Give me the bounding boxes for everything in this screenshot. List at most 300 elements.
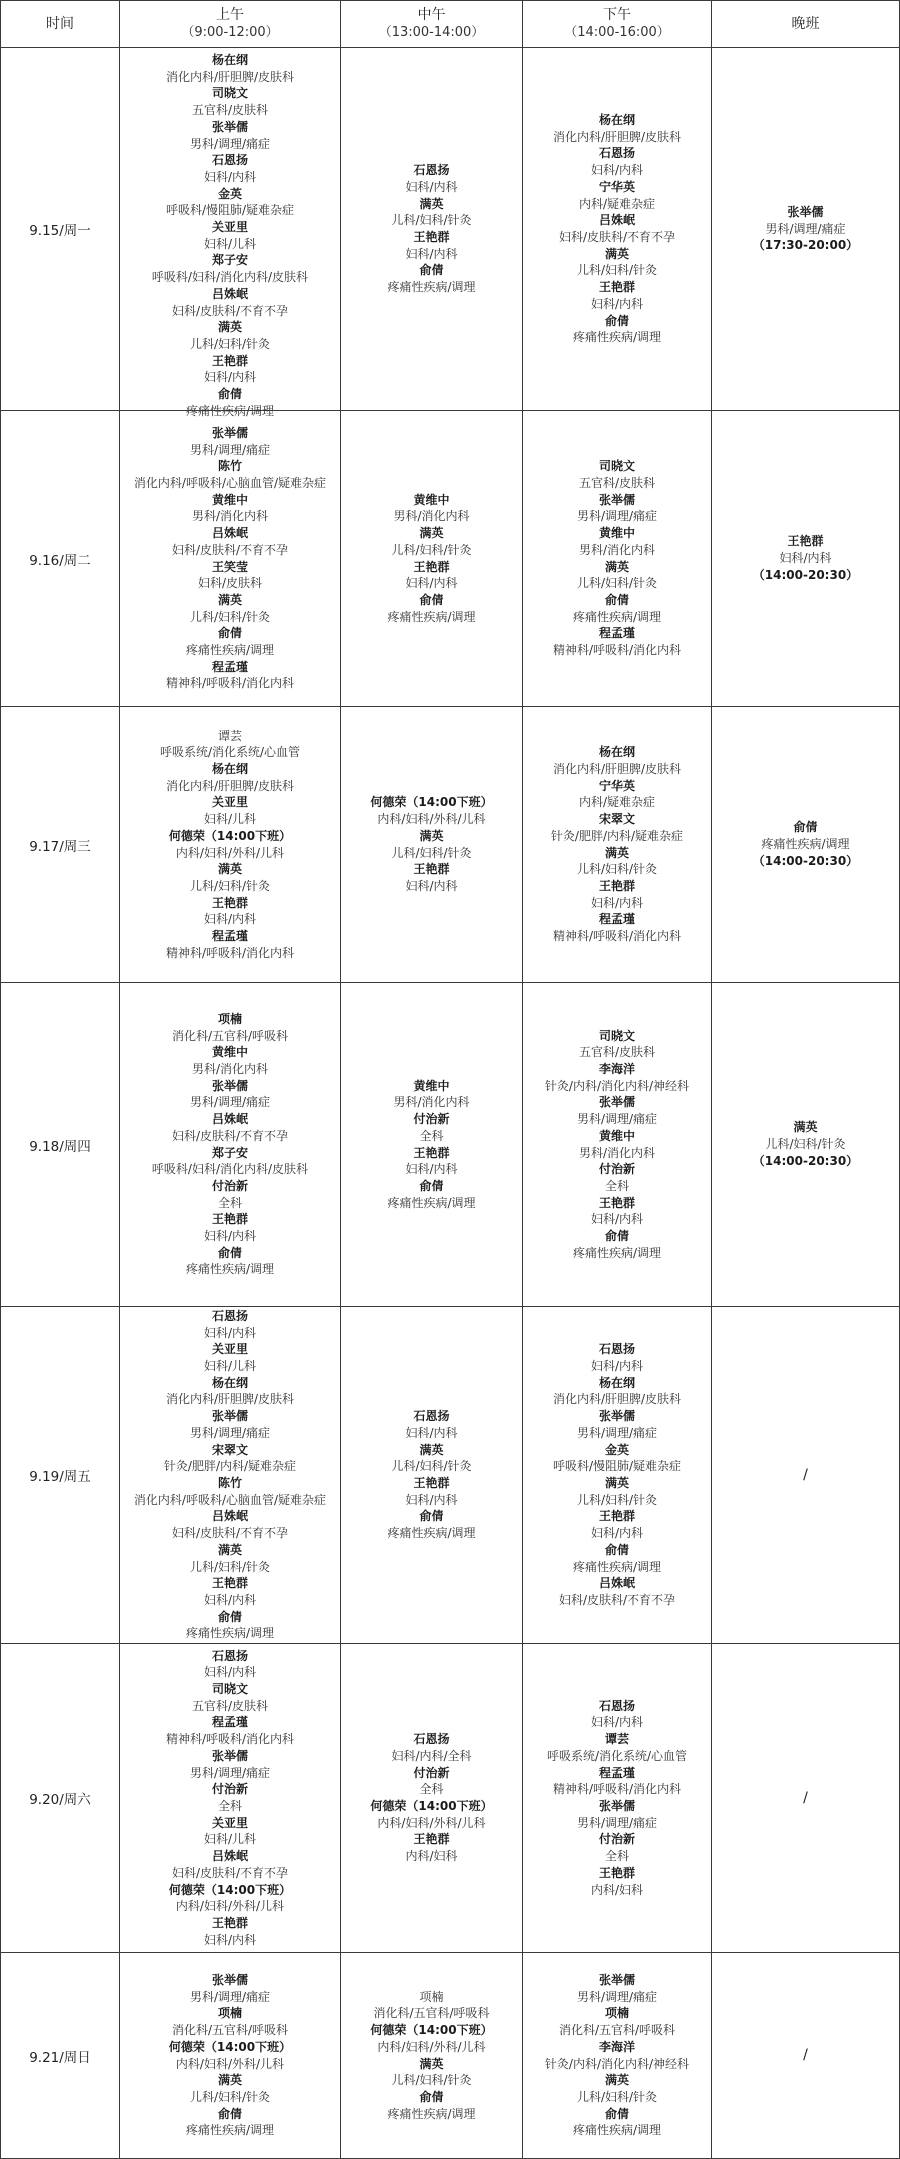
doctor-specialty: 消化内科/肝胆脾/皮肤科 xyxy=(165,778,295,793)
morning-cell xyxy=(120,48,341,418)
doctor-name: 杨在纲 xyxy=(598,745,635,760)
doctor-specialty: 内科/妇科/外科/儿科 xyxy=(175,1899,285,1914)
doctor-name: 金英 xyxy=(604,1442,629,1457)
no-shift-mark: / xyxy=(803,2047,808,2064)
doctor-specialty: 儿科/妇科/针灸 xyxy=(391,1459,472,1474)
doctor-name: 项楠 xyxy=(217,2006,242,2021)
doctor-name: 杨在纲 xyxy=(598,113,635,128)
doctor-name: 俞倩 xyxy=(217,387,242,402)
doctor-list xyxy=(341,162,522,296)
doctor-list xyxy=(341,1078,522,1212)
table-row xyxy=(1,1953,900,2159)
doctor-specialty: 妇科/内科 xyxy=(203,169,257,184)
doctor-specialty: 妇科/内科/全科 xyxy=(391,1748,472,1763)
doctor-name: 吕姝岷 xyxy=(598,213,635,228)
doctor-specialty: 儿科/妇科/针灸 xyxy=(391,542,472,557)
doctor-name: 杨在纲 xyxy=(211,1375,248,1390)
evening-cell xyxy=(712,1644,900,1953)
header-time-label: 时间 xyxy=(46,15,74,32)
doctor-specialty: 儿科/妇科/针灸 xyxy=(391,845,472,860)
date-cell: 9.17/周三 xyxy=(1,707,120,983)
doctor-specialty: 消化内科/肝胆脾/皮肤科 xyxy=(552,129,682,144)
doctor-name: 俞倩 xyxy=(419,1178,444,1193)
doctor-list xyxy=(523,744,711,944)
evening-cell xyxy=(712,1307,900,1644)
doctor-specialty: 内科/妇科/外科/儿科 xyxy=(377,812,486,827)
doctor-specialty: 呼吸科/妇科/消化内科/皮肤科 xyxy=(151,1162,309,1177)
doctor-name: 满英 xyxy=(217,1542,242,1557)
doctor-specialty: 妇科/皮肤科 xyxy=(197,576,263,591)
evening-cell xyxy=(712,707,900,983)
doctor-list xyxy=(523,1972,711,2139)
noon-cell xyxy=(341,411,523,707)
doctor-specialty: 内科/妇科 xyxy=(405,1849,458,1864)
doctor-specialty: 男科/消化内科 xyxy=(393,509,470,524)
date-cell: 9.19/周五 xyxy=(1,1307,120,1644)
doctor-specialty: 妇科/儿科 xyxy=(203,1832,257,1847)
doctor-name: 何德荣（14:00下班） xyxy=(168,2039,292,2054)
doctor-name: 黄维中 xyxy=(413,492,450,507)
morning-cell xyxy=(120,1953,341,2159)
doctor-list xyxy=(120,1648,340,1949)
doctor-name: 吕姝岷 xyxy=(211,286,248,301)
doctor-specialty: 男科/调理/痛症 xyxy=(189,1989,271,2004)
date-cell: 9.18/周四 xyxy=(1,983,120,1307)
date-cell: 9.16/周二 xyxy=(1,411,120,707)
doctor-name: 张举儒 xyxy=(598,492,635,507)
doctor-specialty: 疼痛性疾病/调理 xyxy=(572,2123,662,2138)
doctor-specialty: 妇科/皮肤科/不育不孕 xyxy=(171,1128,289,1143)
doctor-name: 石恩扬 xyxy=(598,1342,635,1357)
table-row xyxy=(1,411,900,707)
doctor-name: 王艳群 xyxy=(211,1212,248,1227)
doctor-specialty: 儿科/妇科/针灸 xyxy=(391,213,472,228)
doctor-name: 黄维中 xyxy=(413,1078,450,1093)
evening-cell xyxy=(712,1953,900,2159)
doctor-specialty: 妇科/内科 xyxy=(405,1492,458,1507)
date-cell: 9.20/周六 xyxy=(1,1644,120,1953)
doctor-specialty: 消化内科/肝胆脾/皮肤科 xyxy=(552,761,682,776)
doctor-specialty: 全科 xyxy=(217,1799,242,1813)
doctor-specialty: 妇科/儿科 xyxy=(203,1359,257,1374)
doctor-name: 程孟瑾 xyxy=(211,1715,248,1730)
doctor-name: 俞倩 xyxy=(604,592,629,607)
doctor-specialty: 儿科/妇科/针灸 xyxy=(189,2089,271,2104)
doctor-specialty: 妇科/内科 xyxy=(779,551,832,566)
doctor-specialty: 消化科/五官科/呼吸科 xyxy=(171,2023,289,2038)
doctor-name: 满英 xyxy=(419,2056,444,2071)
doctor-specialty: 内科/妇科/外科/儿科 xyxy=(377,2039,486,2054)
header-afternoon xyxy=(523,1,712,48)
header-morning-hours: （9:00-12:00） xyxy=(181,25,279,40)
doctor-specialty: 消化科/五官科/呼吸科 xyxy=(171,1028,289,1043)
doctor-specialty: 妇科/皮肤科/不育不孕 xyxy=(171,1526,289,1541)
noon-cell xyxy=(341,707,523,983)
doctor-specialty: 妇科/内科 xyxy=(405,1425,458,1440)
doctor-name: 吕姝岷 xyxy=(211,1112,248,1127)
doctor-name: 满英 xyxy=(217,320,242,335)
doctor-name: 陈竹 xyxy=(217,1476,242,1490)
noon-cell xyxy=(341,1644,523,1953)
doctor-name: 郑子安 xyxy=(211,1145,248,1160)
doctor-name: 程孟瑾 xyxy=(211,659,248,674)
doctor-name: 满英 xyxy=(217,592,242,607)
doctor-name: 何德荣（14:00下班） xyxy=(370,1799,493,1813)
doctor-specialty: 呼吸科/妇科/消化内科/皮肤科 xyxy=(151,270,309,285)
header-evening-label: 晚班 xyxy=(791,15,820,32)
doctor-name: 王艳群 xyxy=(787,534,824,549)
doctor-name: 郑子安 xyxy=(211,253,248,268)
doctor-name: 王艳群 xyxy=(211,1915,248,1930)
morning-cell xyxy=(120,983,341,1307)
doctor-specialty: 儿科/妇科/针灸 xyxy=(189,336,271,351)
doctor-specialty: 妇科/内科 xyxy=(203,1325,257,1340)
doctor-specialty: 妇科/内科 xyxy=(203,1229,257,1244)
doctor-name: 杨在纲 xyxy=(598,1375,635,1390)
doctor-name: 石恩扬 xyxy=(413,1409,450,1424)
doctor-name: 王艳群 xyxy=(598,1509,635,1524)
doctor-specialty: 消化内科/肝胆脾/皮肤科 xyxy=(165,1392,295,1407)
doctor-specialty: 妇科/内科 xyxy=(405,179,458,194)
doctor-name: 满英 xyxy=(604,845,629,860)
doctor-specialty: 疼痛性疾病/调理 xyxy=(387,280,476,295)
doctor-specialty: 内科/妇科/外科/儿科 xyxy=(175,2056,285,2071)
doctor-name: 王艳群 xyxy=(598,1865,635,1880)
doctor-specialty: 全科 xyxy=(419,1128,444,1143)
doctor-name: 石恩扬 xyxy=(211,153,248,168)
doctor-specialty: 男科/调理/痛症 xyxy=(576,1112,658,1127)
doctor-name: 张举儒 xyxy=(598,1409,635,1424)
doctor-specialty: 全科 xyxy=(217,1195,242,1210)
doctor-name: 关亚里 xyxy=(211,1342,248,1357)
doctor-list xyxy=(120,728,340,962)
doctor-specialty: 妇科/内科 xyxy=(203,370,257,385)
doctor-name: 王艳群 xyxy=(598,280,635,295)
doctor-name: 俞倩 xyxy=(793,820,818,835)
afternoon-cell xyxy=(523,983,712,1307)
header-morning xyxy=(120,1,341,48)
doctor-name: 杨在纲 xyxy=(211,761,248,776)
doctor-specialty: 精神科/呼吸科/消化内科 xyxy=(165,676,295,691)
doctor-name: 俞倩 xyxy=(217,1245,242,1260)
doctor-name: 满英 xyxy=(604,1476,629,1490)
doctor-name: 俞倩 xyxy=(604,313,629,328)
doctor-specialty: 精神科/呼吸科/消化内科 xyxy=(552,1782,682,1797)
doctor-name: 王艳群 xyxy=(211,1576,248,1591)
doctor-list xyxy=(341,794,522,894)
doctor-specialty: 消化内科/呼吸科/心脑血管/疑难杂症 xyxy=(133,475,327,490)
doctor-list xyxy=(523,1698,711,1898)
doctor-name: 程孟瑾 xyxy=(598,626,635,641)
doctor-specialty: 呼吸系统/消化系统/心血管 xyxy=(159,745,301,760)
doctor-list xyxy=(341,492,522,626)
doctor-specialty: 妇科/内科 xyxy=(590,163,644,178)
doctor-specialty: 男科/调理/痛症 xyxy=(576,1989,658,2004)
doctor-specialty: 疼痛性疾病/调理 xyxy=(572,330,662,345)
doctor-specialty: 儿科/妇科/针灸 xyxy=(189,609,271,624)
doctor-specialty: 男科/调理/痛症 xyxy=(765,221,846,236)
doctor-name: 满英 xyxy=(419,1442,444,1457)
doctor-specialty: 男科/调理/痛症 xyxy=(189,1765,271,1780)
doctor-specialty: 妇科/内科 xyxy=(405,576,458,591)
doctor-specialty: 妇科/内科 xyxy=(405,246,458,261)
header-noon-label: 中午 xyxy=(417,7,446,23)
doctor-name: 付治新 xyxy=(413,1112,450,1127)
doctor-name: 吕姝岷 xyxy=(211,1509,248,1524)
doctor-list xyxy=(523,458,711,658)
no-shift-mark: / xyxy=(803,1466,808,1483)
doctor-specialty: 妇科/内科 xyxy=(590,296,644,311)
table-row xyxy=(1,1644,900,1953)
doctor-specialty: 男科/调理/痛症 xyxy=(189,442,271,457)
doctor-specialty: 妇科/儿科 xyxy=(203,236,257,251)
morning-cell xyxy=(120,1644,341,1953)
doctor-list xyxy=(120,1972,340,2139)
doctor-specialty: 五官科/皮肤科 xyxy=(578,1045,656,1060)
doctor-name: 何德荣（14:00下班） xyxy=(370,2023,493,2038)
doctor-specialty: 男科/调理/痛症 xyxy=(189,1425,271,1440)
doctor-specialty: 消化内科/呼吸科/心脑血管/疑难杂症 xyxy=(133,1492,327,1507)
doctor-name: 司晓文 xyxy=(211,86,248,101)
afternoon-cell xyxy=(523,1953,712,2159)
header-morning-label: 上午 xyxy=(216,7,244,23)
doctor-list xyxy=(120,1011,340,1278)
doctor-specialty: 内科/妇科 xyxy=(590,1882,644,1897)
doctor-specialty: 男科/调理/痛症 xyxy=(576,509,658,524)
doctor-list xyxy=(523,1341,711,1608)
doctor-specialty: 儿科/妇科/针灸 xyxy=(576,576,658,591)
doctor-specialty: 疼痛性疾病/调理 xyxy=(387,1526,476,1541)
doctor-name: 项楠 xyxy=(604,2006,629,2021)
doctor-specialty: 妇科/皮肤科/不育不孕 xyxy=(558,230,676,244)
doctor-specialty: 全科 xyxy=(604,1178,629,1193)
doctor-specialty: 男科/消化内科 xyxy=(578,1145,656,1160)
doctor-name: 王艳群 xyxy=(211,895,248,910)
doctor-specialty: 儿科/妇科/针灸 xyxy=(189,878,271,893)
doctor-name: 金英 xyxy=(217,186,242,201)
doctor-specialty: 男科/调理/痛症 xyxy=(576,1815,658,1830)
doctor-name: 张举儒 xyxy=(598,1799,635,1813)
doctor-list xyxy=(341,1989,522,2123)
doctor-specialty: 妇科/内科 xyxy=(590,1212,644,1227)
doctor-name: 张举儒 xyxy=(211,119,248,134)
doctor-name: 黄维中 xyxy=(598,1128,635,1143)
evening-hours: （14:00-20:30） xyxy=(752,853,859,868)
doctor-name: 俞倩 xyxy=(419,1509,444,1524)
doctor-name: 满英 xyxy=(604,559,629,574)
doctor-specialty: 疼痛性疾病/调理 xyxy=(185,1626,275,1641)
doctor-name: 宁华英 xyxy=(598,179,635,194)
doctor-name: 张举儒 xyxy=(211,1409,248,1424)
doctor-specialty: 精神科/呼吸科/消化内科 xyxy=(552,643,682,658)
afternoon-cell xyxy=(523,411,712,707)
doctor-specialty: 针灸/内科/消化内科/神经科 xyxy=(544,2056,690,2071)
afternoon-cell xyxy=(523,48,712,411)
doctor-specialty: 男科/消化内科 xyxy=(578,542,656,557)
header-row xyxy=(1,1,900,48)
doctor-specialty: 针灸/肥胖/内科/疑难杂症 xyxy=(550,828,684,843)
doctor-name: 程孟瑾 xyxy=(598,912,635,927)
doctor-name: 宁华英 xyxy=(598,778,635,793)
doctor-specialty: 疼痛性疾病/调理 xyxy=(761,837,850,852)
doctor-specialty: 疼痛性疾病/调理 xyxy=(572,1245,662,1260)
doctor-specialty: 疼痛性疾病/调理 xyxy=(185,643,275,658)
doctor-specialty: 谭芸 xyxy=(217,728,242,743)
morning-cell xyxy=(120,707,341,983)
doctor-name: 张举儒 xyxy=(211,1972,248,1987)
evening-cell xyxy=(712,48,900,411)
doctor-specialty: 儿科/妇科/针灸 xyxy=(576,1492,658,1507)
doctor-name: 付治新 xyxy=(413,1765,450,1780)
table-row xyxy=(1,983,900,1307)
doctor-name: 王艳群 xyxy=(413,1832,450,1847)
doctor-specialty: 疼痛性疾病/调理 xyxy=(572,1559,662,1574)
doctor-name: 李海洋 xyxy=(598,2039,635,2054)
doctor-name: 张举儒 xyxy=(598,1972,635,1987)
doctor-specialty: 五官科/皮肤科 xyxy=(191,103,269,118)
doctor-name: 吕姝岷 xyxy=(598,1576,635,1591)
noon-cell xyxy=(341,48,523,411)
doctor-list xyxy=(120,425,340,692)
header-noon-hours: （13:00-14:00） xyxy=(378,25,485,40)
doctor-specialty: 妇科/内科 xyxy=(590,1359,644,1374)
table-row xyxy=(1,707,900,983)
evening-hours: （17:30-20:00） xyxy=(752,238,859,253)
doctor-list xyxy=(523,1028,711,1262)
doctor-specialty: 男科/调理/痛症 xyxy=(576,1425,658,1440)
doctor-name: 项楠 xyxy=(217,1011,242,1026)
doctor-name: 司晓文 xyxy=(598,459,635,474)
doctor-name: 石恩扬 xyxy=(598,146,635,161)
doctor-name: 付治新 xyxy=(598,1162,635,1177)
doctor-name: 王艳群 xyxy=(598,878,635,893)
doctor-specialty: 妇科/皮肤科/不育不孕 xyxy=(171,542,289,557)
doctor-specialty: 男科/消化内科 xyxy=(191,1061,269,1076)
doctor-name: 王艳群 xyxy=(413,862,450,877)
doctor-specialty: 针灸/肥胖/内科/疑难杂症 xyxy=(163,1459,297,1474)
doctor-specialty: 针灸/内科/消化内科/神经科 xyxy=(544,1078,690,1093)
doctor-name: 满英 xyxy=(419,196,444,211)
doctor-specialty: 妇科/内科 xyxy=(590,1526,644,1541)
date-cell: 9.21/周日 xyxy=(1,1953,120,2159)
doctor-specialty: 妇科/内科 xyxy=(405,1162,458,1177)
doctor-specialty: 全科 xyxy=(419,1782,444,1797)
doctor-specialty: 疼痛性疾病/调理 xyxy=(387,609,476,624)
doctor-name: 张举儒 xyxy=(211,425,248,440)
doctor-specialty: 疼痛性疾病/调理 xyxy=(185,2123,275,2138)
noon-cell xyxy=(341,1307,523,1644)
doctor-specialty: 精神科/呼吸科/消化内科 xyxy=(165,1732,295,1747)
afternoon-cell xyxy=(523,707,712,983)
header-noon xyxy=(341,1,523,48)
doctor-name: 张举儒 xyxy=(211,1748,248,1763)
doctor-name: 关亚里 xyxy=(211,220,248,235)
doctor-name: 黄维中 xyxy=(598,526,635,541)
evening-hours: （14:00-20:30） xyxy=(752,1153,859,1168)
doctor-specialty: 疼痛性疾病/调理 xyxy=(572,609,662,624)
doctor-specialty: 消化内科/肝胆脾/皮肤科 xyxy=(165,69,295,84)
doctor-list xyxy=(341,1408,522,1542)
header-time xyxy=(1,1,120,48)
schedule-body xyxy=(1,48,900,2159)
doctor-name: 俞倩 xyxy=(604,1229,629,1244)
doctor-name: 王艳群 xyxy=(413,1476,450,1490)
doctor-specialty: 妇科/内科 xyxy=(203,1592,257,1607)
doctor-name: 黄维中 xyxy=(211,492,248,507)
doctor-specialty: 疼痛性疾病/调理 xyxy=(185,403,275,418)
doctor-name: 司晓文 xyxy=(211,1682,248,1697)
doctor-name: 吕姝岷 xyxy=(211,1849,248,1864)
doctor-specialty: 呼吸系统/消化系统/心血管 xyxy=(546,1748,688,1763)
doctor-name: 程孟瑾 xyxy=(598,1765,635,1780)
noon-cell xyxy=(341,1953,523,2159)
doctor-name: 满英 xyxy=(217,862,242,877)
doctor-specialty: 内科/疑难杂症 xyxy=(578,795,656,810)
doctor-name: 程孟瑾 xyxy=(211,929,248,944)
doctor-specialty: 疼痛性疾病/调理 xyxy=(185,1262,275,1277)
doctor-name: 张举儒 xyxy=(211,1078,248,1093)
table-row xyxy=(1,1307,900,1644)
doctor-specialty: 男科/调理/痛症 xyxy=(189,136,271,151)
doctor-name: 俞倩 xyxy=(419,2089,444,2104)
doctor-name: 关亚里 xyxy=(211,1815,248,1830)
header-evening xyxy=(712,1,900,48)
doctor-name: 满英 xyxy=(604,246,629,261)
doctor-name: 王艳群 xyxy=(211,353,248,368)
doctor-name: 俞倩 xyxy=(604,1542,629,1557)
doctor-name: 俞倩 xyxy=(419,592,444,607)
doctor-name: 宋翠文 xyxy=(211,1442,248,1457)
doctor-specialty: 男科/消化内科 xyxy=(191,509,269,524)
doctor-specialty: 妇科/内科 xyxy=(203,912,257,927)
doctor-name: 宋翠文 xyxy=(598,812,635,827)
afternoon-cell xyxy=(523,1307,712,1644)
doctor-specialty: 呼吸科/慢阻肺/疑难杂症 xyxy=(552,1459,682,1474)
doctor-name: 王艳群 xyxy=(598,1195,635,1210)
doctor-specialty: 精神科/呼吸科/消化内科 xyxy=(552,929,682,944)
doctor-specialty: 妇科/皮肤科/不育不孕 xyxy=(171,1865,289,1880)
doctor-list xyxy=(120,52,340,418)
date-cell: 9.15/周一 xyxy=(1,48,120,411)
table-row xyxy=(1,48,900,411)
doctor-specialty: 儿科/妇科/针灸 xyxy=(576,263,658,278)
doctor-specialty: 妇科/皮肤科/不育不孕 xyxy=(558,1592,676,1607)
afternoon-cell xyxy=(523,1644,712,1953)
noon-cell xyxy=(341,983,523,1307)
doctor-name: 俞倩 xyxy=(217,626,242,641)
doctor-specialty: 儿科/妇科/针灸 xyxy=(576,862,658,877)
doctor-name: 李海洋 xyxy=(598,1061,635,1076)
doctor-name: 吕姝岷 xyxy=(211,526,248,541)
doctor-name: 满英 xyxy=(793,1120,818,1135)
doctor-name: 俞倩 xyxy=(604,2106,629,2121)
doctor-specialty: 妇科/内科 xyxy=(203,1665,257,1680)
doctor-name: 王艳群 xyxy=(413,559,450,574)
header-afternoon-label: 下午 xyxy=(603,7,631,23)
doctor-name: 石恩扬 xyxy=(211,1648,248,1663)
doctor-name: 付治新 xyxy=(598,1832,635,1847)
doctor-specialty: 疼痛性疾病/调理 xyxy=(387,1195,476,1210)
evening-hours: （14:00-20:30） xyxy=(752,567,859,582)
morning-cell xyxy=(120,411,341,707)
doctor-specialty: 妇科/内科 xyxy=(203,1932,257,1947)
doctor-name: 陈竹 xyxy=(217,459,242,474)
doctor-name: 俞倩 xyxy=(217,1609,242,1624)
doctor-specialty: 五官科/皮肤科 xyxy=(191,1698,269,1713)
doctor-name: 王艳群 xyxy=(413,1145,450,1160)
doctor-name: 俞倩 xyxy=(419,263,444,278)
doctor-name: 何德荣（14:00下班） xyxy=(168,1882,292,1897)
